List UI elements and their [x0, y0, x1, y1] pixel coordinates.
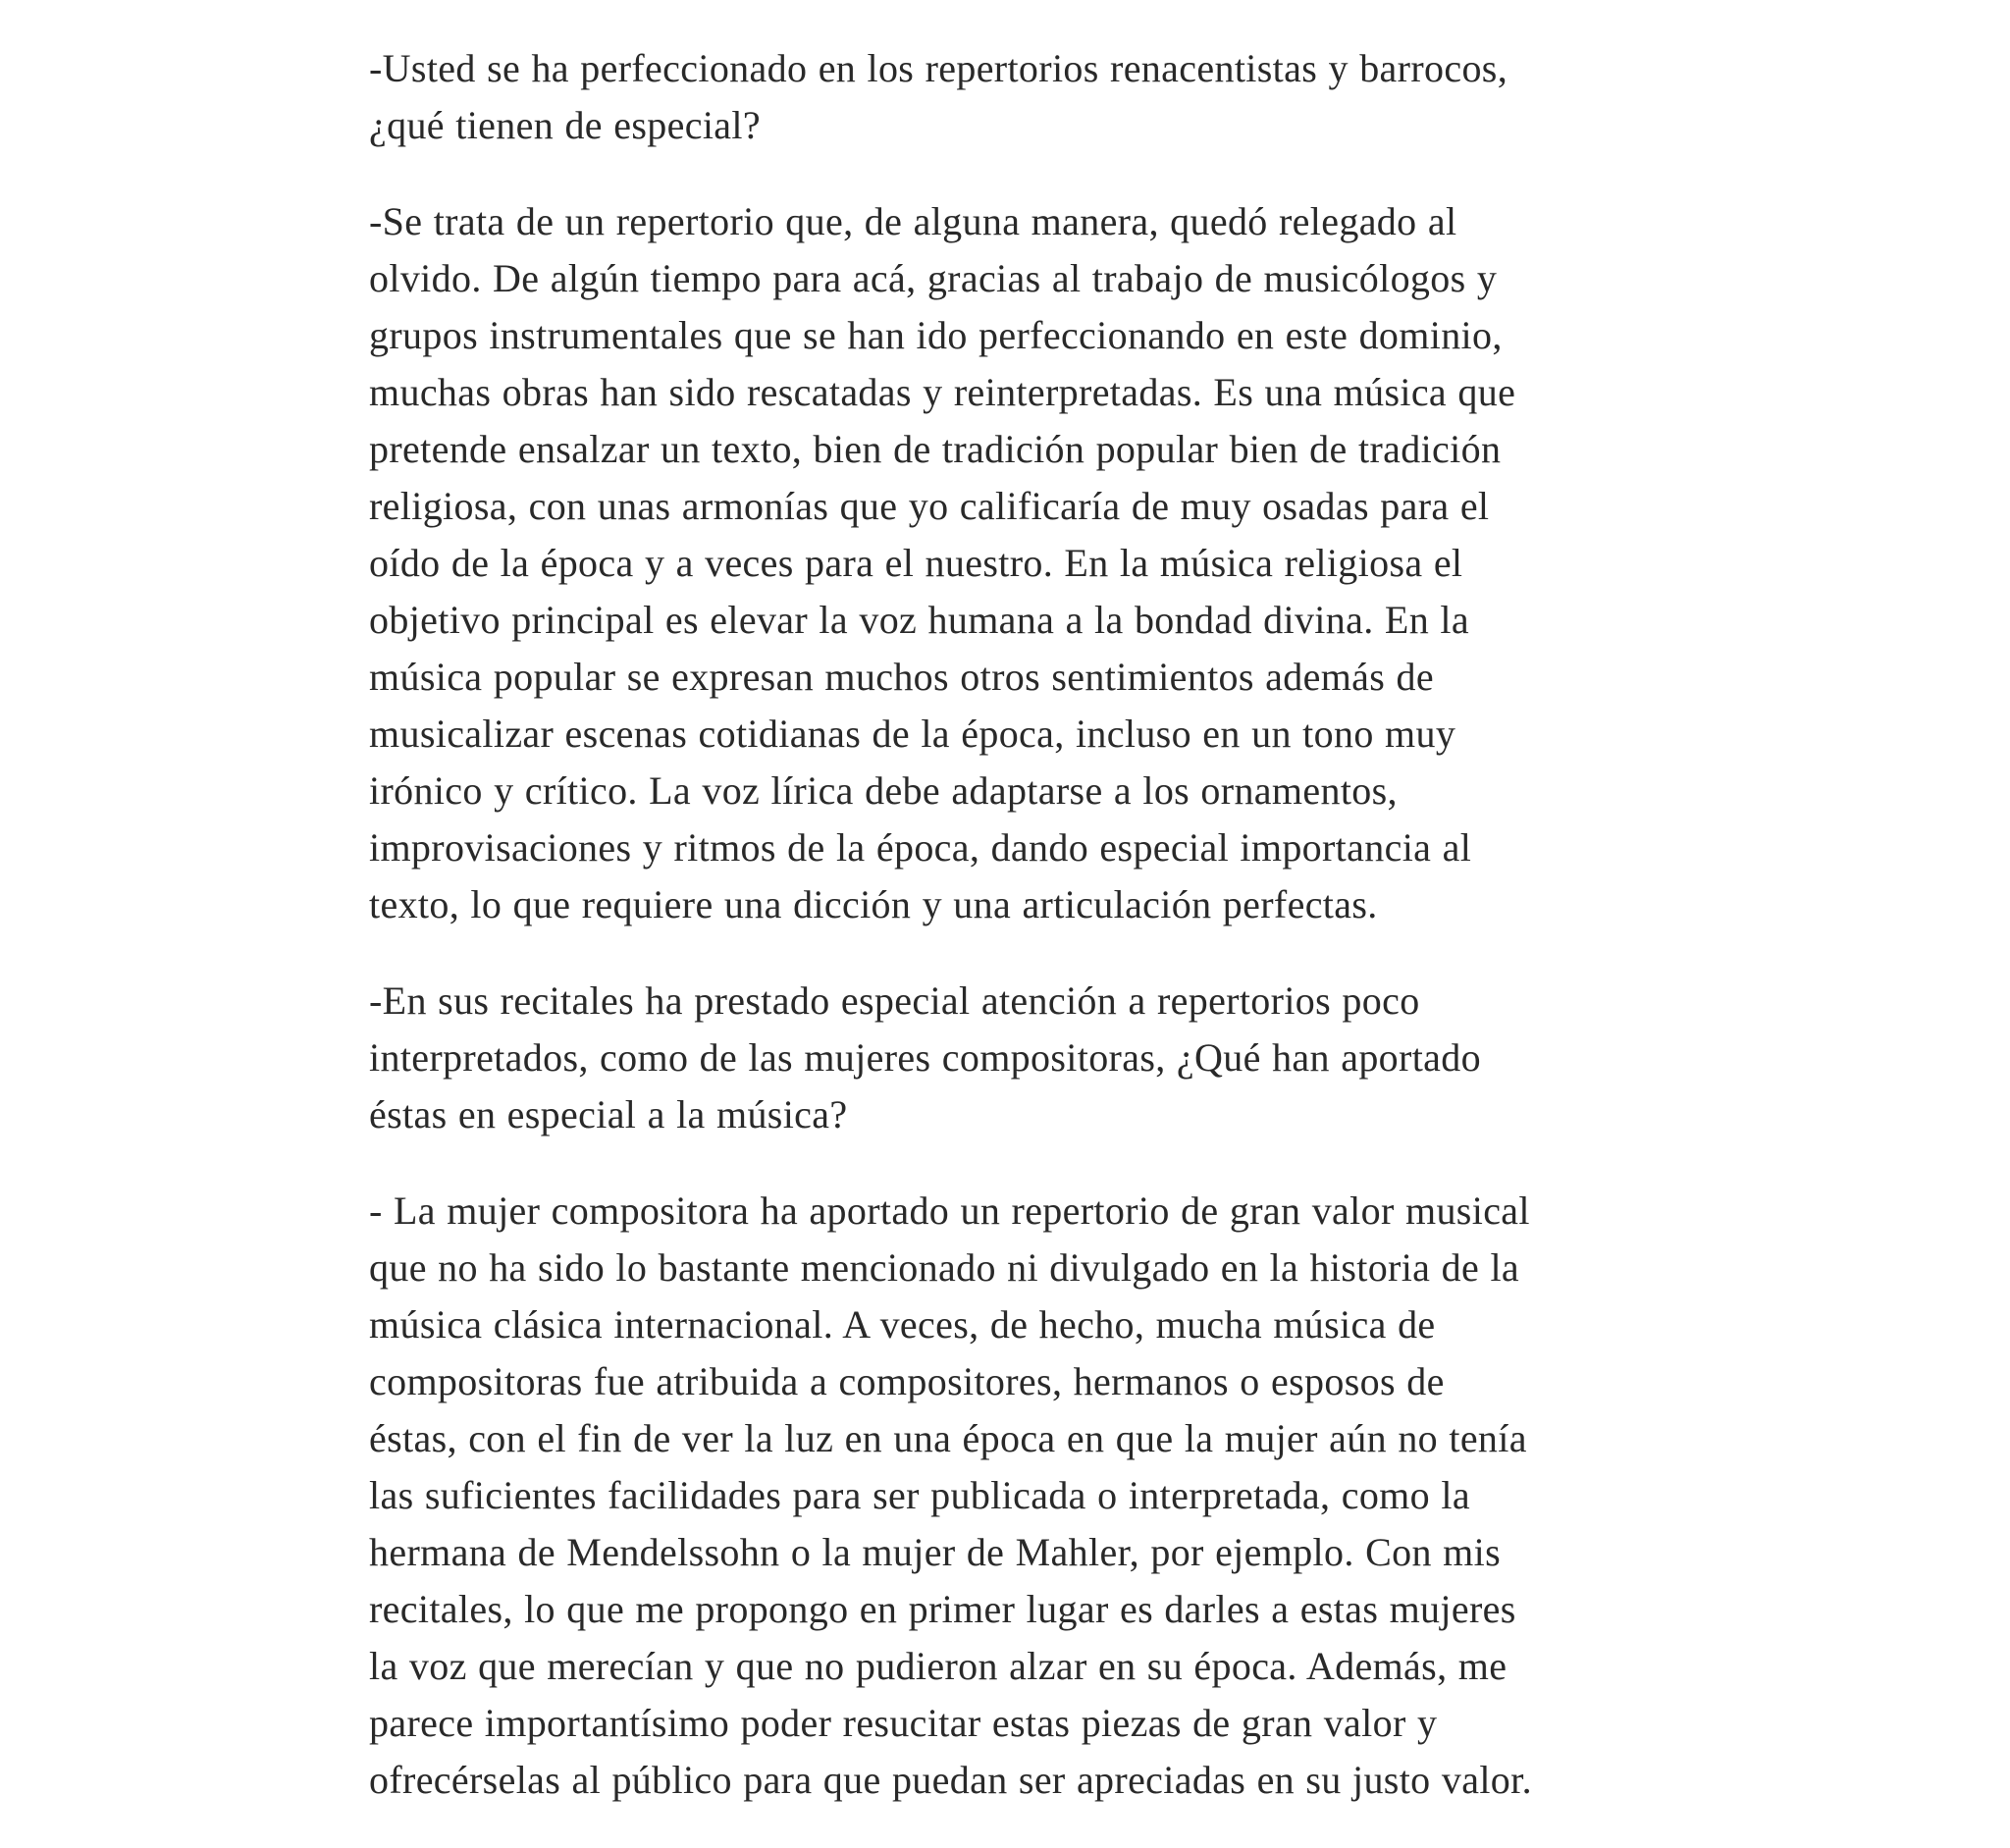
text-line: parece importantísimo poder resucitar estas piezas de gran valor y [369, 1701, 1438, 1745]
text-line: éstas, con el fin de ver la luz en una época en que la mujer aún no tenía [369, 1416, 1527, 1460]
text-line: texto, lo que requiere una dicción y una articulación perfectas. [369, 882, 1378, 926]
text-line: -Usted se ha perfeccionado en los repertorios renacentistas y barrocos, [369, 46, 1508, 90]
text-line: hermana de Mendelssohn o la mujer de Mahler, por ejemplo. Con mis [369, 1530, 1501, 1574]
text-line: olvido. De algún tiempo para acá, gracias al trabajo de musicólogos y [369, 256, 1498, 300]
text-line: improvisaciones y ritmos de la época, dando especial importancia al [369, 825, 1472, 870]
text-line: ofrecérselas al público para que puedan ser apreciadas en su justo valor. [369, 1758, 1532, 1802]
interview-question-1 [369, 40, 1645, 154]
interview-answer-1 [369, 193, 1645, 933]
text-line: -Se trata de un repertorio que, de alguna manera, quedó relegado al [369, 199, 1457, 243]
text-line: religiosa, con unas armonías que yo calificaría de muy osadas para el [369, 484, 1490, 528]
text-line: objetivo principal es elevar la voz humana a la bondad divina. En la [369, 598, 1469, 642]
text-line: musicalizar escenas cotidianas de la época, incluso en un tono muy [369, 712, 1456, 756]
text-line: la voz que merecían y que no pudieron alzar en su época. Además, me [369, 1644, 1508, 1688]
text-line: ¿qué tienen de especial? [369, 103, 761, 147]
text-line: recitales, lo que me propongo en primer lugar es darles a estas mujeres [369, 1587, 1516, 1631]
text-line: las suficientes facilidades para ser publicada o interpretada, como la [369, 1473, 1470, 1517]
text-line: irónico y crítico. La voz lírica debe adaptarse a los ornamentos, [369, 768, 1398, 813]
text-line: interpretados, como de las mujeres compositoras, ¿Qué han aportado [369, 1035, 1481, 1080]
text-line: muchas obras han sido rescatadas y reinterpretadas. Es una música que [369, 370, 1516, 414]
text-line: música clásica internacional. A veces, de hecho, mucha música de [369, 1302, 1436, 1346]
text-line: pretende ensalzar un texto, bien de tradición popular bien de tradición [369, 427, 1502, 471]
interview-question-2 [369, 973, 1645, 1143]
text-line: compositoras fue atribuida a compositores, hermanos o esposos de [369, 1359, 1445, 1403]
text-line: -En sus recitales ha prestado especial atención a repertorios poco [369, 978, 1420, 1023]
text-line: grupos instrumentales que se han ido perfeccionando en este dominio, [369, 313, 1503, 357]
text-line: que no ha sido lo bastante mencionado ni divulgado en la historia de la [369, 1245, 1520, 1290]
text-line: música popular se expresan muchos otros sentimientos además de [369, 655, 1434, 699]
text-line: - La mujer compositora ha aportado un repertorio de gran valor musical [369, 1188, 1530, 1233]
text-line: oído de la época y a veces para el nuestro. En la música religiosa el [369, 541, 1463, 585]
interview-answer-2 [369, 1183, 1645, 1809]
article-body [369, 40, 1645, 1848]
text-line: éstas en especial a la música? [369, 1092, 848, 1136]
